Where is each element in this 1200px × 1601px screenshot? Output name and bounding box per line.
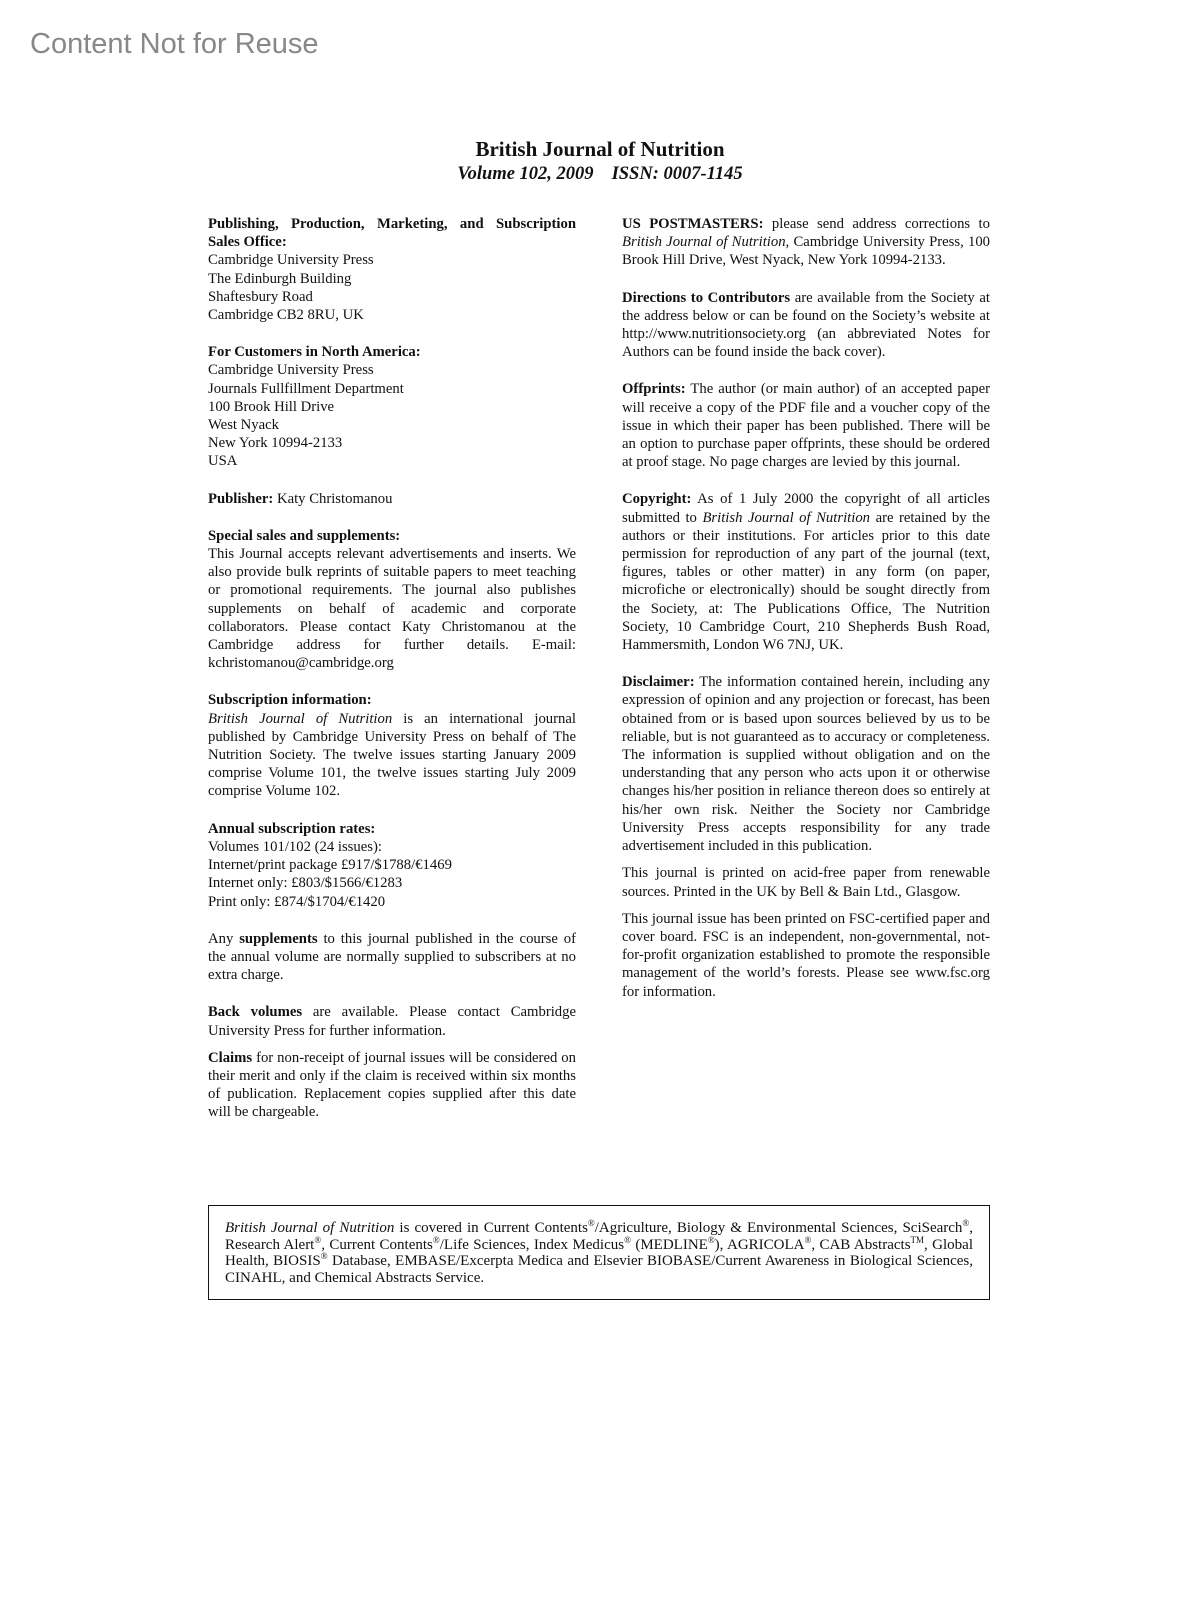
disclaimer-text: The information contained herein, including any expression of opinion and any projection or forecast, has been obtained from or is based upon sources believed by us to be reliable, but is not guaranteed as to accuracy or completeness. The information is supplied without obligation and on the understanding that any person who acts upon it or otherwise changes his/her position in reliance thereon does so entirely at his/her own risk. Neither the Society nor Cambridge University Press accepts responsibility for any trade advertisement included in this publication. [622, 674, 990, 855]
coverage-text: is covered in Current Contents [399, 1220, 588, 1236]
journal-title: British Journal of Nutrition [475, 137, 725, 161]
north-america-heading: For Customers in North America: [208, 344, 421, 361]
north-america-line: USA [208, 453, 238, 470]
back-volumes-text: are available. Please contact Cambridge University Press for further information. [208, 1004, 576, 1039]
registered-mark: ® [320, 1251, 328, 1261]
copyright-text-continued: are retained by the authors or their institutions. For articles prior to this date permission for reproduction of any part of the journal (text, figures, tables or other matter) in any form (on paper, microfiche or electronically) should be sought directly from the Society, at: The Publications Office, The Nutrition Society, 10 Cambridge Court, 210 Shepherds Bush Road, Hammersmith, London W6 7NJ, UK. [622, 509, 991, 654]
north-america-line: West Nyack [208, 417, 280, 434]
annual-rates-section [208, 820, 576, 911]
journal-name: British Journal of Nutrition [208, 710, 393, 727]
claims-text: for non-receipt of journal issues will be considered on their merit and only if the claim is received within six months of publication. Replacement copies supplied after this date will be chargeable. [208, 1049, 576, 1121]
directions-term: Directions to Contributors [622, 289, 791, 306]
registered-mark: ® [804, 1234, 812, 1245]
annual-rates-heading: Annual subscription rates: [208, 820, 376, 837]
offprints-section [622, 380, 990, 471]
office-line: Cambridge University Press [208, 252, 374, 269]
north-america-section [208, 343, 576, 470]
journal-name: British Journal of Nutrition [225, 1220, 395, 1236]
disclaimer-section [622, 673, 990, 855]
publisher-heading: Publisher: [208, 490, 274, 507]
directions-section [622, 289, 990, 362]
north-america-line: Journals Fullfillment Department [208, 380, 404, 397]
coverage-text: Database, EMBASE/Excerpta Medica and Elsevier BIOBASE/Current Awareness in Biological Sciences, CINAHL, and Chemical Abstracts Service. [225, 1253, 973, 1286]
rate-line: Internet/print package £917/$1788/€1469 [208, 857, 452, 874]
supplements-term: supplements [239, 930, 318, 947]
special-sales-section [208, 527, 576, 673]
right-column [622, 215, 990, 1020]
back-volumes-term: Back volumes [208, 1004, 303, 1021]
coverage-box [208, 1205, 990, 1300]
office-section [208, 215, 576, 324]
claims-term: Claims [208, 1049, 253, 1066]
coverage-text: (MEDLINE [630, 1236, 708, 1253]
subscription-info-section [208, 691, 576, 800]
registered-mark: ® [314, 1234, 322, 1245]
postmasters-text: please send address corrections to [771, 216, 990, 232]
special-sales-heading: Special sales and supplements: [208, 527, 401, 544]
rate-line: Internet only: £803/$1566/€1283 [208, 875, 403, 892]
offprints-text: The author (or main author) of an accepted paper will receive a copy of the PDF file and a voucher copy of the issue in which their paper has been published. There will be an option to purchase paper offprints, these should be ordered at proof stage. No page charges are levied by this journal. [622, 381, 990, 471]
office-line: Cambridge CB2 8RU, UK [208, 307, 364, 324]
masthead [0, 136, 1200, 186]
copyright-section [622, 490, 990, 654]
supplements-text: to this journal published in the course of the annual volume are normally supplied to subscribers at no extra charge. [208, 930, 577, 984]
publisher-name: Katy Christomanou [276, 490, 393, 507]
north-america-line: Cambridge University Press [208, 362, 374, 379]
journal-name: British Journal of Nutrition, [622, 234, 790, 251]
subscription-info-text: is an international journal published by Cambridge University Press on behalf of The Nutrition Society. The twelve issues starting January 2009 comprise Volume 101, the twelve issues starting July 2009 comprise Volume 102. [208, 710, 576, 800]
coverage-text: /Life Sciences, Index Medicus [439, 1236, 625, 1253]
back-volumes-section [208, 1003, 576, 1039]
rate-line: Volumes 101/102 (24 issues): [208, 838, 382, 855]
left-column [208, 215, 576, 1141]
watermark-text: Content Not for Reuse [30, 28, 319, 60]
subscription-info-heading: Subscription information: [208, 692, 372, 709]
postmasters-section [622, 215, 990, 270]
disclaimer-term: Disclaimer: [622, 674, 695, 691]
printing-note: This journal is printed on acid-free paper from renewable sources. Printed in the UK by Bell & Bain Ltd., Glasgow. [622, 865, 990, 900]
north-america-line: New York 10994-2133 [208, 435, 343, 452]
office-line: Shaftesbury Road [208, 288, 313, 305]
copyright-term: Copyright: [622, 491, 692, 508]
directions-text: are available from the Society at the address below or can be found on the Society’s website at http://www.nutritionsociety.org (an abbreviated Notes for Authors can be found inside the back cover). [622, 289, 990, 361]
office-line: The Edinburgh Building [208, 270, 352, 287]
offprints-term: Offprints: [622, 381, 686, 398]
special-sales-text: This Journal accepts relevant advertisements and inserts. We also provide bulk reprints of suitable papers to meet teaching or promotional requirements. The journal also publishes supplements on behalf of academic and corporate collaborators. Please contact Katy Christomanou at the Cambridge address for further details. E-mail: kchristomanou@cambridge.org [208, 546, 576, 672]
registered-mark: ® [962, 1218, 970, 1228]
claims-section [208, 1049, 576, 1122]
volume-issn-line [0, 162, 1200, 186]
fsc-note: This journal issue has been printed on FSC-certified paper and cover board. FSC is an independent, non-governmental, not-for-profit organization established to promote the responsible management of the world’s forests. Please see www.fsc.org for information. [622, 910, 990, 1000]
coverage-text: /Agriculture, Biology & Environmental Sciences, SciSearch [594, 1220, 963, 1236]
issn-label: ISSN: 0007-1145 [611, 164, 743, 184]
supplements-prefix: Any [208, 930, 234, 947]
coverage-text: ), AGRICOLA [714, 1236, 805, 1253]
registered-mark: ® [432, 1234, 440, 1245]
office-heading: Publishing, Production, Marketing, and Subscription Sales Office: [208, 216, 576, 251]
publisher-section [208, 490, 576, 508]
coverage-text: , Global Health, BIOSIS [225, 1236, 973, 1269]
registered-mark: ® [587, 1218, 595, 1228]
copyright-text: As of 1 July 2000 the copyright of all articles submitted to [622, 491, 990, 526]
coverage-text: , Current Contents [321, 1236, 433, 1253]
volume-label: Volume 102, 2009 [457, 164, 594, 184]
registered-mark: ® [707, 1234, 715, 1245]
trademark-mark: TM [910, 1234, 925, 1245]
postmasters-address: Cambridge University Press, 100 Brook Hill Drive, West Nyack, New York 10994-2133. [622, 234, 991, 269]
coverage-text: , CAB Abstracts [811, 1236, 911, 1253]
coverage-text: , Research Alert [225, 1220, 974, 1253]
postmasters-term: US POSTMASTERS: [622, 216, 764, 232]
north-america-line: 100 Brook Hill Drive [208, 398, 335, 415]
journal-name: British Journal of Nutrition [702, 509, 871, 526]
supplements-section [208, 930, 576, 985]
rate-line: Print only: £874/$1704/€1420 [208, 893, 386, 910]
registered-mark: ® [624, 1234, 631, 1245]
